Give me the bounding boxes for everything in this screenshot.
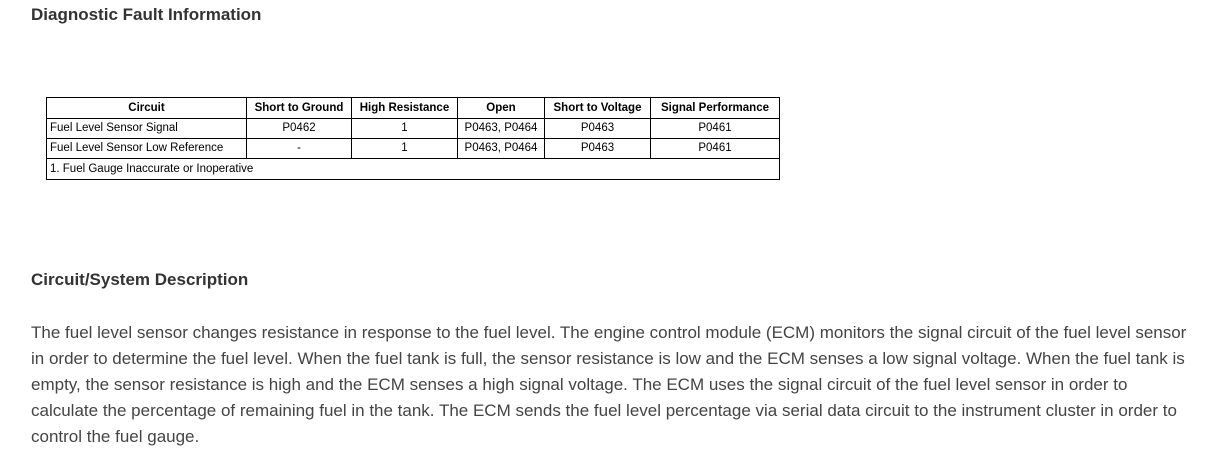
- header-open: Open: [458, 98, 545, 119]
- diagnostic-fault-table: [46, 97, 780, 180]
- cell-short-to-voltage: P0463: [545, 139, 651, 159]
- cell-circuit: Fuel Level Sensor Signal: [47, 119, 247, 139]
- header-short-to-ground: Short to Ground: [247, 98, 352, 119]
- header-high-resistance: High Resistance: [352, 98, 458, 119]
- cell-short-to-voltage: P0463: [545, 119, 651, 139]
- cell-high-resistance: 1: [352, 139, 458, 159]
- cell-short-to-ground: P0462: [247, 119, 352, 139]
- table-footnote-row: [47, 159, 780, 180]
- cell-circuit: Fuel Level Sensor Low Reference: [47, 139, 247, 159]
- cell-short-to-ground: -: [247, 139, 352, 159]
- cell-signal-performance: P0461: [651, 139, 780, 159]
- cell-open: P0463, P0464: [458, 139, 545, 159]
- header-circuit: Circuit: [47, 98, 247, 119]
- header-signal-performance: Signal Performance: [651, 98, 780, 119]
- circuit-description-paragraph: The fuel level sensor changes resistance in response to the fuel level. The engine control module (ECM) monitors the signal circuit of the fuel level sensor in order to determine the fuel level. When the fuel tank is full, the sensor resistance is low and the ECM senses a low signal voltage. When the fuel tank is empty, the sensor resistance is high and the ECM senses a high signal voltage. The ECM uses the signal circuit of the fuel level sensor in order to calculate the percentage of remaining fuel in the tank. The ECM sends the fuel level percentage via serial data circuit to the instrument cluster in order to control the fuel gauge.: [31, 323, 1187, 446]
- table-header-row: [47, 98, 780, 119]
- table-row: [47, 119, 780, 139]
- header-short-to-voltage: Short to Voltage: [545, 98, 651, 119]
- table-footnote: 1. Fuel Gauge Inaccurate or Inoperative: [47, 159, 780, 180]
- cell-open: P0463, P0464: [458, 119, 545, 139]
- section-title-diagnostic-fault-information: Diagnostic Fault Information: [31, 5, 262, 24]
- table-row: [47, 139, 780, 159]
- section-title-circuit-system-description: Circuit/System Description: [31, 270, 249, 289]
- cell-high-resistance: 1: [352, 119, 458, 139]
- cell-signal-performance: P0461: [651, 119, 780, 139]
